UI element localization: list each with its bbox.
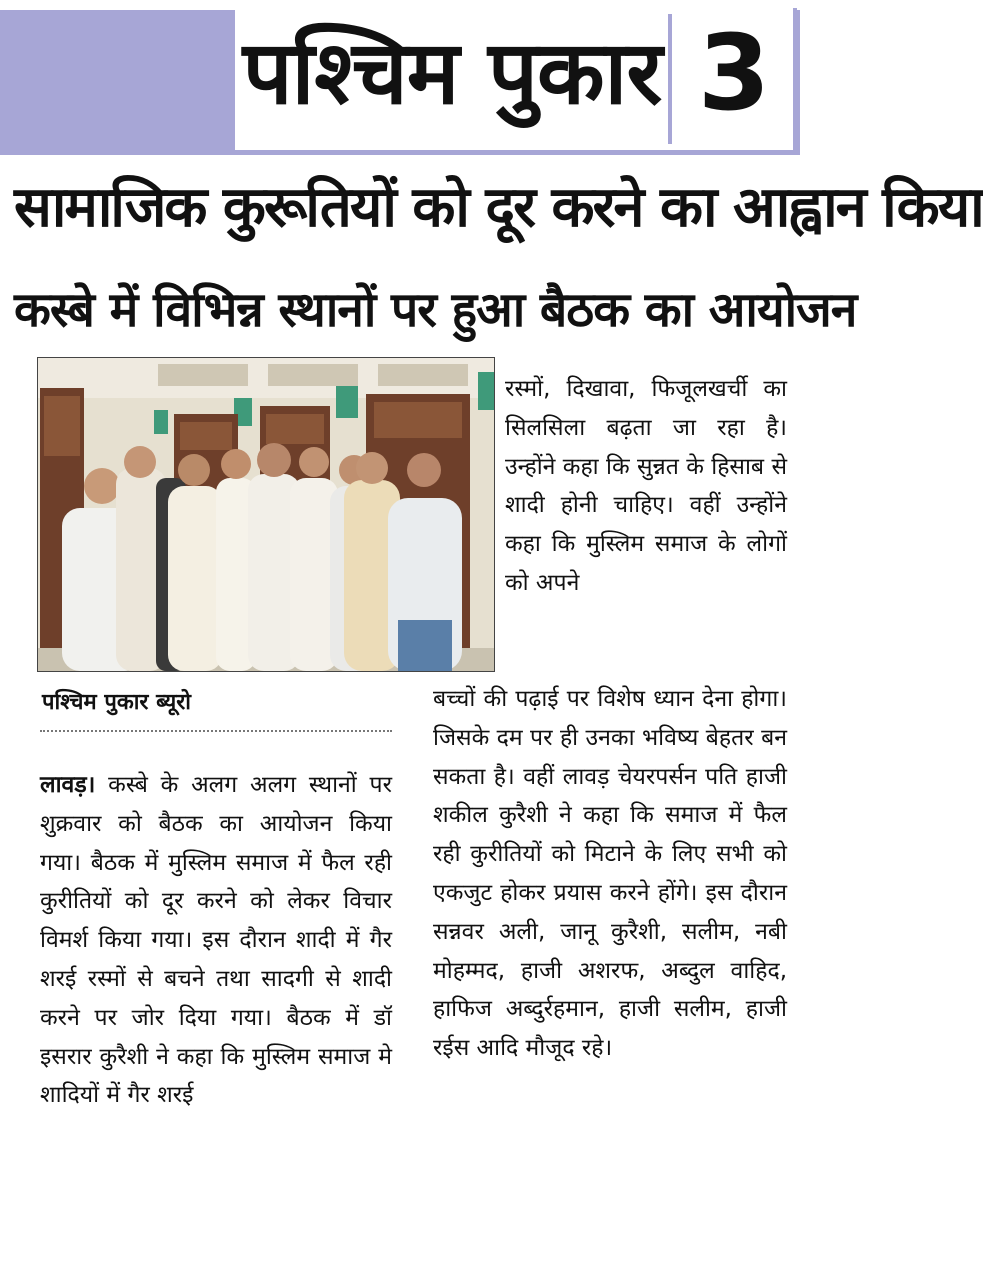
article-subheadline: कस्बे में विभिन्न स्थानों पर हुआ बैठक का आयोजन — [14, 282, 857, 338]
article-byline: पश्चिम पुकार ब्यूरो — [42, 690, 191, 715]
article-body-left-text: कस्बे के अलग अलग स्थानों पर शुक्रवार को बैठक का आयोजन किया गया। बैठक में मुस्लिम समाज में फैल रही कुरीतियों को दूर करने को लेकर विचार विमर्श किया गया। इस दौरान शादी में गैर शरई रस्मों से बचने तथा सादगी से शादी करने पर जोर दिया गया। बैठक में डॉ इसरार कुरैशी ने कहा कि मुस्लिम समाज मे शादियों में गैर शरई — [40, 772, 393, 1109]
article-body-right-bottom: बच्चों की पढ़ाई पर विशेष ध्यान देना होगा। जिसके दम पर ही उनका भविष्य बेहतर बन सकता है। वहीं लावड़ चेयरपर्सन पति हाजी शकील कुरैशी ने कहा कि समाज में फैल रही कुरीतियों को मिटाने के लिए सभी को एकजुट होकर प्रयास करने होंगे। इस दौरान सन्नवर अली, जानू कुरैशी, सलीम, नबी मोहम्मद, हाजी अशरफ, अब्दुल वाहिद, हाफिज अब्दुर्रहमान, हाजी सलीम, हाजी रईस आदि मौजूद रहे। — [433, 686, 787, 1062]
masthead — [0, 0, 835, 158]
newspaper-title: पश्चिम पुकार — [242, 21, 662, 124]
page-number: 3 — [697, 12, 771, 134]
article-dateline: लावड़। — [40, 772, 96, 798]
byline-divider — [40, 730, 392, 732]
article-body-right-top: रस्मों, दिखावा, फिजूलखर्ची का सिलसिला बढ़ता जा रहा है। उन्होंने कहा कि सुन्नत के हिसाब से शादी होनी चाहिए। वहीं उन्होंने कहा कि मुस्लिम समाज के लोगों को अपने — [505, 376, 787, 596]
masthead-separator — [668, 14, 672, 144]
article-photo — [37, 357, 495, 672]
article-headline: सामाजिक कुरूतियों को दूर करने का आह्वान किया — [14, 175, 983, 240]
article-body-left — [40, 766, 392, 1246]
